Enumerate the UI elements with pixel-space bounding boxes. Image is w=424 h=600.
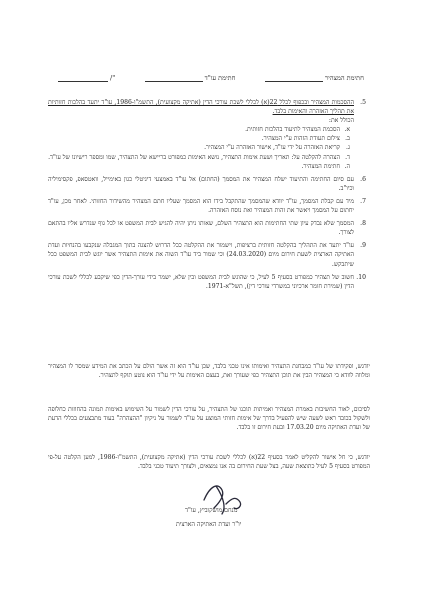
list-item-number: 5. xyxy=(360,99,366,106)
signatory-title: יו"ר ועדת האתיקה הארצית xyxy=(176,521,242,528)
signatory-name: מנחם מושקוביץ, עו"ד xyxy=(185,507,238,514)
procedure-list xyxy=(48,98,366,295)
sub-list-item xyxy=(48,134,354,143)
list-item xyxy=(48,197,366,215)
recording-approval-paragraph: יודגש, כי חל אישור להקליט לאמר בסעיף 22(א) לכללי לשכת עורכי הדין (אתיקה מקצועית), התשמ"ו-1986, למען הקלטה על-פי המפורט בסעיף 5 לעיל כתוצאת שעה, בצל שעת החירום בה אנו נמצאים, ולצורך תיעוד טכני בלבד. xyxy=(48,454,371,471)
sub-item-text: קריאת האזהרה על ידי עו"ד, אישור האזהרה ע"י המצהיר. xyxy=(204,144,340,152)
list-item-text: חשוב של תצהיר כמפורט בסעיף 5 לעיל, כי שהוגש לבית המשפט ובין שלא, ישמר בידי עורך-הדין כפי שיקבע לכללי לשכת עורכי הדין (שמירת חומר ארכיוני במשרדי עורכי דין), תשל"א-1971. xyxy=(48,273,354,290)
date-label: "/ xyxy=(110,74,116,82)
list-item-text: עם סיום החתימה והתיעוד ישלח המצהיר את המסמך (החתום) אל עו"ד באמצעי דיגיטלי כגון באימייל, וואטסאפ, פקסימיליה וכיו"ב. xyxy=(48,175,354,192)
list-item-continuation: הכולל את: xyxy=(328,117,354,125)
date-line xyxy=(58,74,108,82)
signature-fields-header xyxy=(58,70,364,82)
sub-list-item xyxy=(48,125,354,134)
list-item-number: 9. xyxy=(360,242,366,250)
list-item-text: מיד עם קבלת המסמך, עו"ד יוודא שהמסמך שהתקבל בידו הוא המסמך שעליו חתם המצהיר מהשידור החזותי. לאחר מכן, עו"ד יחתום על המסמך ויאשר את זהות המצהיר ואת נוסח האזהרה. xyxy=(48,197,354,215)
sub-list-item xyxy=(48,153,354,162)
sub-item-text: חתימת המצהיר. xyxy=(301,162,340,170)
list-item-text: ההסכמות המצהיר ובכפוף לכלל 22(א) לכללי לשכת עורכי הדין (אתיקה מקצועית), התשמ"ו-1986, עו"ד יתעד בהלכות חזותיות את תהליך האזהרה והאימות בלבד. xyxy=(48,99,354,116)
summary-paragraph: לסיכום, לאור החשיבות באמרת המצהיר ואמיתות תוכנו של התצהיר, על עורכי הדין לשמור על השימוש באימות תמונה בהחוזות כחלופה ולשקול בכובד ראש לשעה שיש להפעיל בדרך של אימות חזותי המוצע על עו"ד לשמור על ניקיון "ההצהרה" בעוד מתבצעים בכללי הדעת של ועדת האתיקה מיום 17.03.20 ובעת חירום זו בלבד. xyxy=(48,406,370,432)
sub-item-letter: ב. xyxy=(345,135,350,143)
lawyer-signature-line xyxy=(145,74,203,82)
sub-item-letter: ד. xyxy=(345,153,350,161)
list-item xyxy=(48,273,366,291)
declarant-signature-label: חתימת המצהיר xyxy=(324,74,364,82)
lawyer-signature-field xyxy=(145,74,236,82)
list-item xyxy=(48,219,366,237)
list-item-number: 7. xyxy=(360,197,366,205)
sub-item-text: הסכמת המצהיר לתיעוד בהלכות חזותית. xyxy=(245,126,340,134)
list-item-text: עו"ד יתעד את התהליך בהקלטה חזותית ברציפות, וישמור את ההקלטה ככל הדרוש להצגה בתוך המגבלה שנקבעו בהנחיות ועדת האתיקה הארצית לשעת חירום מיום (24.03.2020) וכי שמור ביד עו"ד השוה את אימות התצהיר אשר יוגש לבית המשפט ככל שיתבקש. xyxy=(48,242,354,268)
sub-list-item xyxy=(48,143,354,152)
lawyer-signature-label: חתימת עו"ד xyxy=(204,74,236,82)
list-item-number: 10. xyxy=(356,273,366,281)
list-item xyxy=(48,241,366,268)
sub-list xyxy=(48,125,354,170)
list-item-text: המסמך שלא נבדק עיון שתי החתימות הוא התצהיר השלם, שאותו ניתן יהיה להגיש לבית המשפט או לכל גוף שנדרש אליו בהתאם לצורך. xyxy=(48,220,354,237)
date-field xyxy=(58,74,115,82)
sub-list-item xyxy=(48,162,354,171)
sub-item-letter: א. xyxy=(344,126,350,134)
list-item xyxy=(48,175,366,193)
list-item xyxy=(48,98,366,171)
sub-item-text: הצהרה להקלטה על: תאריך ושעת אימות התצהיר, נושא האימות כמפורט בריישא של התצהיר, שמו ומספר רישיונו של עו"ד. xyxy=(48,153,340,161)
emphasis-paragraph: יודגש, ופקידתו של עו"ד כמבחנת התצהיר ואימותו אינו טכני בלבד, שכן עו"ד הוא זה אשר הולם על הכתב את המידע שמסר לו המצהיר ומלווה לוודא כי המצהיר הבין את תוכן התצהיר כפי שעורך ואת, בעצם האימות על ידי עו"ד הוא נוטע תוקף לתצהיר. xyxy=(48,363,370,380)
declarant-signature-line xyxy=(265,74,323,82)
list-item-number: 6. xyxy=(360,175,366,183)
list-item-number: 8. xyxy=(360,220,366,228)
declarant-signature-field xyxy=(265,74,364,82)
sub-item-letter: ה. xyxy=(344,162,350,170)
sub-item-letter: ג. xyxy=(346,144,350,152)
sub-item-text: צילום תעודת הזהות ע"י המצהיר. xyxy=(261,135,340,143)
